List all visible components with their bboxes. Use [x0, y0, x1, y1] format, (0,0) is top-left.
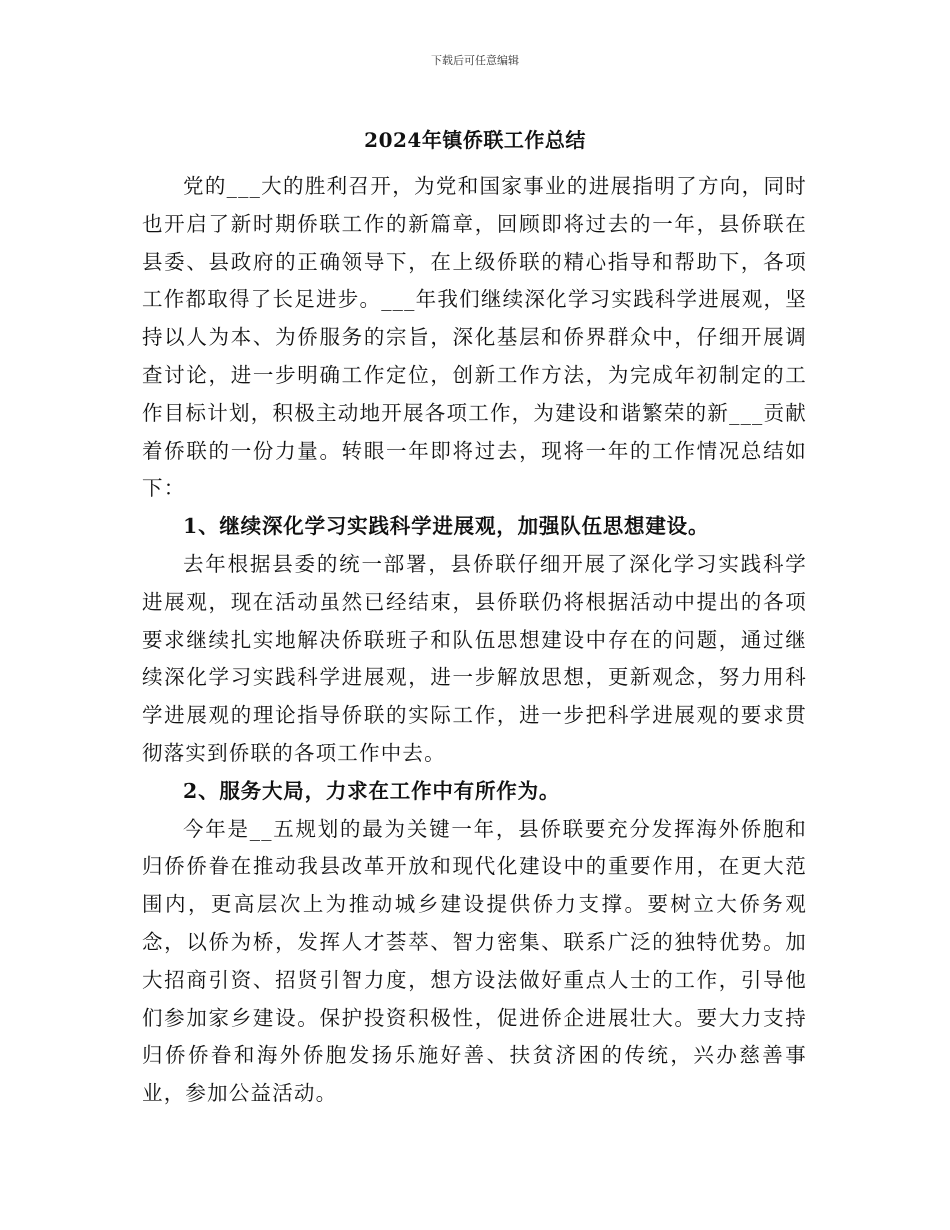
section-1-paragraph: 去年根据县委的统一部署，县侨联仔细开展了深化学习实践科学进展观，现在活动虽然已经结束，县侨联仍将根据活动中提出的各项要求继续扎实地解决侨联班子和队伍思想建设中存在的问题，通过继续深化学习实践科学进展观，进一步解放思想，更新观念，努力用科学进展观的理论指导侨联的实际工作，进一步把科学进展观的要求贯彻落实到侨联的各项工作中去。: [142, 551, 807, 765]
document-body: [142, 168, 807, 1113]
section-heading-1: 1、继续深化学习实践科学进展观，加强队伍思想建设。: [183, 514, 710, 539]
section-heading-2: 2、服务大局，力求在工作中有所作为。: [183, 778, 561, 803]
intro-paragraph: 党的___大的胜利召开，为党和国家事业的进展指明了方向，同时也开启了新时期侨联工作的新篇章，回顾即将过去的一年，县侨联在县委、县政府的正确领导下，在上级侨联的精心指导和帮助下，各项工作都取得了长足进步。___年我们继续深化学习实践科学进展观，坚持以人为本、为侨服务的宗旨，深化基层和侨界群众中，仔细开展调查讨论，进一步明确工作定位，创新工作方法，为完成年初制定的工作目标计划，积极主动地开展各项工作，为建设和谐繁荣的新___贡献着侨联的一份力量。转眼一年即将过去，现将一年的工作情况总结如下：: [142, 174, 807, 501]
section-2-paragraph: 今年是__五规划的最为关键一年，县侨联要充分发挥海外侨胞和归侨侨眷在推动我县改革开放和现代化建设中的重要作用，在更大范围内，更高层次上为推动城乡建设提供侨力支撑。要树立大侨务观念，以侨为桥，发挥人才荟萃、智力密集、联系广泛的独特优势。加大招商引资、招贤引智力度，想方设法做好重点人士的工作，引导他们参加家乡建设。保护投资积极性，促进侨企进展壮大。要大力支持归侨侨眷和海外侨胞发扬乐施好善、扶贫济困的传统，兴办慈善事业，参加公益活动。: [142, 816, 807, 1106]
document-title: 2024年镇侨联工作总结: [364, 128, 586, 152]
page-header-note: 下载后可任意编辑: [431, 54, 519, 67]
